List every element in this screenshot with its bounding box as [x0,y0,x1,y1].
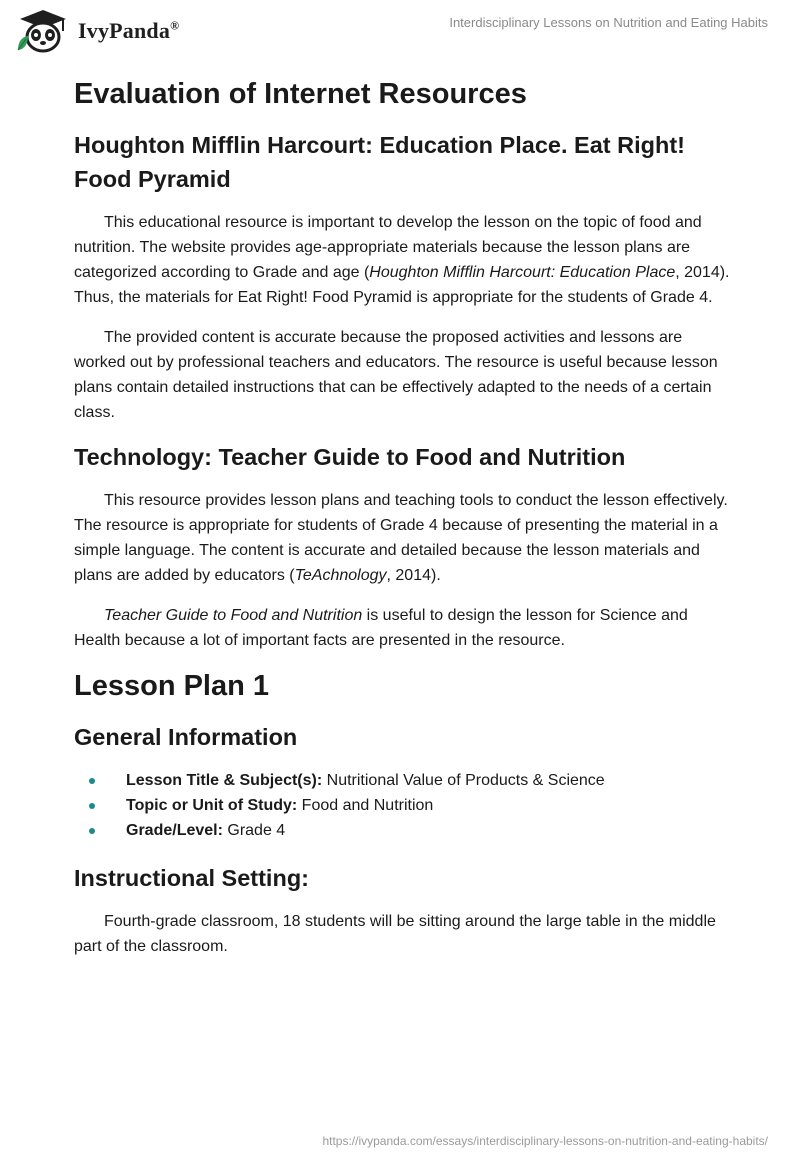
source-url[interactable]: https://ivypanda.com/essays/interdisciplinary-lessons-on-nutrition-and-eating-habits/ [322,1134,768,1148]
page-header [0,0,800,60]
list-item: Topic or Unit of Study: Food and Nutrition [74,793,734,818]
list-item: Lesson Title & Subject(s): Nutritional Value of Products & Science [74,768,734,793]
heading-hmh: Houghton Mifflin Harcourt: Education Place. Eat Right! Food Pyramid [74,131,685,192]
heading-evaluation: Evaluation of Internet Resources [74,78,527,110]
logo[interactable] [14,8,179,54]
bullet-icon [89,778,95,784]
bullet-icon [89,828,95,834]
document-title: Interdisciplinary Lessons on Nutrition and Eating Habits [449,15,768,30]
heading-technology: Technology: Teacher Guide to Food and Nutrition [74,443,626,470]
panda-graduate-icon [14,8,72,54]
bullet-icon [89,803,95,809]
info-list [74,768,734,843]
paragraph-setting: Fourth-grade classroom, 18 students will be sitting around the large table in the middle part of the classroom. [74,912,716,955]
heading-lesson-plan: Lesson Plan 1 [74,669,270,702]
paragraph-hmh-1: This educational resource is important to develop the lesson on the topic of food and nutrition. The website provides age-appropriate materials because the lesson plans are categorized according to Grade and age (Houghton Mifflin Harcourt: Education Place, 2014). Thus, the materials for Eat Right! Food Pyramid is appropriate for the students of Grade 4. [74,213,730,306]
heading-general-information: General Information [74,723,298,750]
article-content [74,70,734,974]
paragraph-hmh-2: The provided content is accurate because the proposed activities and lessons are worked out by professional teachers and educators. The resource is useful because lesson plans contain detailed instructions that can be effectively adapted to the needs of a certain class. [74,328,718,421]
list-item: Grade/Level: Grade 4 [74,818,734,843]
logo-text: IvyPanda® [78,18,180,43]
heading-instructional-setting: Instructional Setting: [74,864,309,891]
paragraph-tech-2: Teacher Guide to Food and Nutrition is useful to design the lesson for Science and Health because a lot of important facts are presented in the resource. [74,606,688,649]
paragraph-tech-1: This resource provides lesson plans and teaching tools to conduct the lesson effectively. The resource is appropriate for students of Grade 4 because of presenting the material in a simple language. The content is accurate and detailed because the lesson materials and plans are added by educators (TeAchnology, 2014). [74,491,728,584]
